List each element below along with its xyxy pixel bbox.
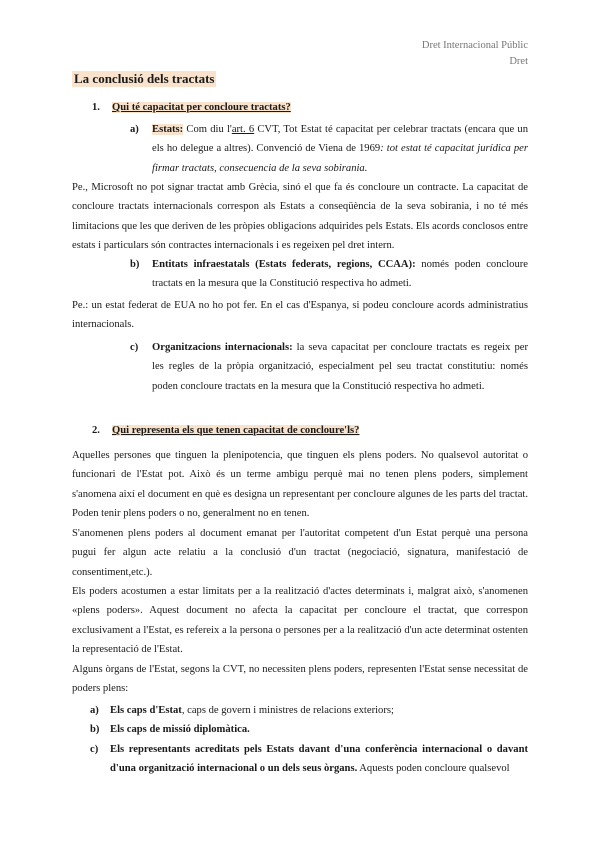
article-6-link[interactable]: art. 6: [231, 124, 255, 135]
representatives-list: [72, 701, 528, 779]
question-1-text: Qui té capacitat per concloure tractats?: [112, 102, 291, 113]
question-2-number: 2.: [92, 425, 100, 436]
question-1-number: 1.: [92, 102, 100, 113]
paragraph-microsoft-example: Pe., Microsoft no pot signar tractat amb Grècia, sinó el que fa és concloure un contracte. La capacitat de concloure tractats internacionals correspon als Estats a conseqüència de la seva sobirania, i no té més limitacions que les que deriven de les pròpies obligacions adquirides pels Estats. Els acords conclosos entre estats i particulars són contractes internacionals i es regeixen pel dret intern.: [72, 182, 529, 252]
question-2-heading: [92, 425, 359, 436]
item-label: a): [90, 705, 99, 716]
paragraph-federal-example: Pe.: un estat federat de EUA no ho pot fer. En el cas d'Espanya, si podeu concloure acords administratius internacionals.: [72, 300, 528, 331]
item-label: c): [130, 342, 139, 353]
list-item: b) Els caps de missió diplomàtica.: [72, 720, 528, 739]
paragraph-state-organs: Alguns òrgans de l'Estat, segons la CVT, no necessiten plens poders, representen l'Estat sense necessitat de poders plens:: [72, 664, 528, 695]
list-item-international-orgs: c) Organitzacions internacionals: la seva capacitat per concloure tractats es regeix per les regles de la pròpia organització, especialment pel seu tractat constitutiu: només poden concloure tractats en la mesura que la Constitució respectiva ho admeti.: [152, 338, 528, 396]
paragraph-limited-powers: Els poders acostumen a estar limitats per a la realització d'actes determinats i, malgrat això, s'anomenen «plens poders». Aquest document no afecta la capacitat per concloure el tractat, que correspon exclusivament a l'Estat, es refereix a la persona o persones per a la realització d'un acte determinat ostenten la representació de l'Estat.: [72, 586, 528, 656]
list-item-substate-entities: b) Entitats infraestatals (Estats federats, regions, CCAA): només poden concloure tractats en la mesura que la Constitució respectiva ho admeti.: [152, 255, 528, 294]
list-item-states: a) Estats: Com diu l'art. 6 CVT, Tot Estat té capacitat per celebrar tractats (encara que un els ho delegue a altres). Convenció de Viena de 1969: tot estat té capacitat jurídica per firmar tractats, consecuencia de la seva sobirania.: [152, 120, 528, 178]
running-header: [422, 38, 528, 70]
item-label: b): [130, 259, 140, 270]
question-2-text: Qui representa els que tenen capacitat de concloure'ls?: [112, 425, 360, 436]
header-field: Dret: [509, 56, 528, 67]
page-title: La conclusió dels tractats: [74, 71, 215, 86]
item-term: Entitats infraestatals (Estats federats, regions, CCAA):: [152, 259, 416, 270]
list-item: c) Els representants acreditats pels Estats davant d'una conferència internacional o davant d'una organització internacional o un dels seus òrgans. Aquests poden concloure qualsevol: [72, 740, 528, 779]
item-label: b): [90, 724, 100, 736]
header-subject: Dret Internacional Públic: [421, 40, 528, 51]
paragraph-plenipotentiary: Aquelles persones que tinguen la plenipotencia, que tinguen els plens poders. No qualsevol autoritat o funcionari de l'Estat pot. Això és un terme ambigu perquè mai no tenen plens poders, simplement s'anomena així el document en què es designa un representant per concloure algunes de les parts del tractat. Poden tenir plens poders o no, generalment no en tenen.: [72, 450, 528, 520]
list-item: a) Els caps d'Estat, caps de govern i ministres de relacions exteriors;: [72, 701, 528, 720]
item-label: a): [130, 124, 139, 135]
item-term: Organitzacions internacionals:: [152, 342, 293, 353]
item-term: Estats:: [152, 124, 184, 135]
item-label: c): [90, 743, 99, 755]
paragraph-full-powers-definition: S'anomenen plens poders al document emanat per l'autoritat competent d'un Estat perquè una persona pugui fer algun acte relatiu a la conclusió d'un tractat (negociació, signatura, manifestació de consentiment,etc.).: [72, 528, 528, 578]
question-1-heading: [92, 102, 291, 113]
